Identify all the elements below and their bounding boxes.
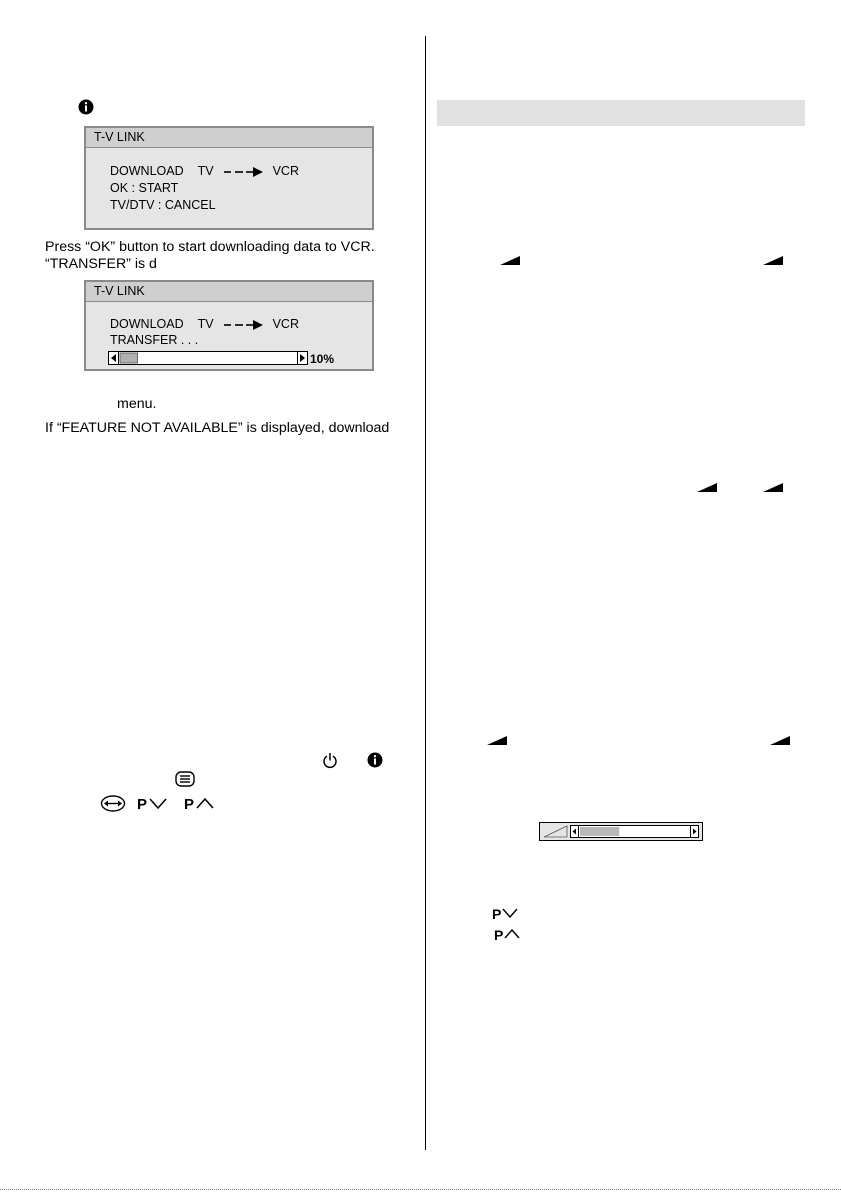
teletext-icon [175,771,195,792]
arrow-right-icon [223,167,263,177]
program-down-icon [137,795,173,816]
tv-link-transfer-box [84,280,374,371]
volume-wedge-icon [763,479,783,497]
info-icon [78,99,94,120]
section-header-bar [437,100,805,126]
svg-text:P: P [184,796,195,811]
volume-wedge-icon [487,732,507,750]
download-line: DOWNLOAD TV VCR [110,164,299,178]
transfer-progress-bar [108,351,308,365]
paragraph-line: “TRANSFER” is d [45,256,157,272]
swap-icon [100,795,126,817]
cancel-line: TV/DTV : CANCEL [110,198,216,212]
page-bottom-rule [0,1189,841,1190]
volume-wedge-icon [770,732,790,750]
info-icon [367,752,383,773]
program-down-icon [492,905,528,926]
ok-start-line: OK : START [110,181,179,195]
osd-title: T-V LINK [86,282,372,302]
osd-title: T-V LINK [86,128,372,148]
download-line: DOWNLOAD TV VCR [110,317,299,331]
volume-bar [539,822,703,841]
power-icon [322,752,338,774]
feature-not-available-line: If “FEATURE NOT AVAILABLE” is displayed, download [45,420,390,436]
volume-wedge-icon [763,252,783,270]
volume-wedge-icon [697,479,717,497]
transfer-line: TRANSFER . . . [110,333,199,347]
paragraph-line: Press “OK” button to start downloading data to VCR. [45,239,375,255]
tv-link-download-box [84,126,374,230]
progress-percent: 10% [310,352,335,366]
svg-text:P: P [492,906,502,921]
svg-text:P: P [494,927,504,942]
volume-wedge-icon [500,252,520,270]
menu-word: menu. [117,396,157,412]
program-up-icon [184,795,220,816]
arrow-right-icon [223,320,263,330]
program-up-icon [494,926,530,947]
svg-text:P: P [137,796,148,811]
column-divider [425,36,426,1150]
